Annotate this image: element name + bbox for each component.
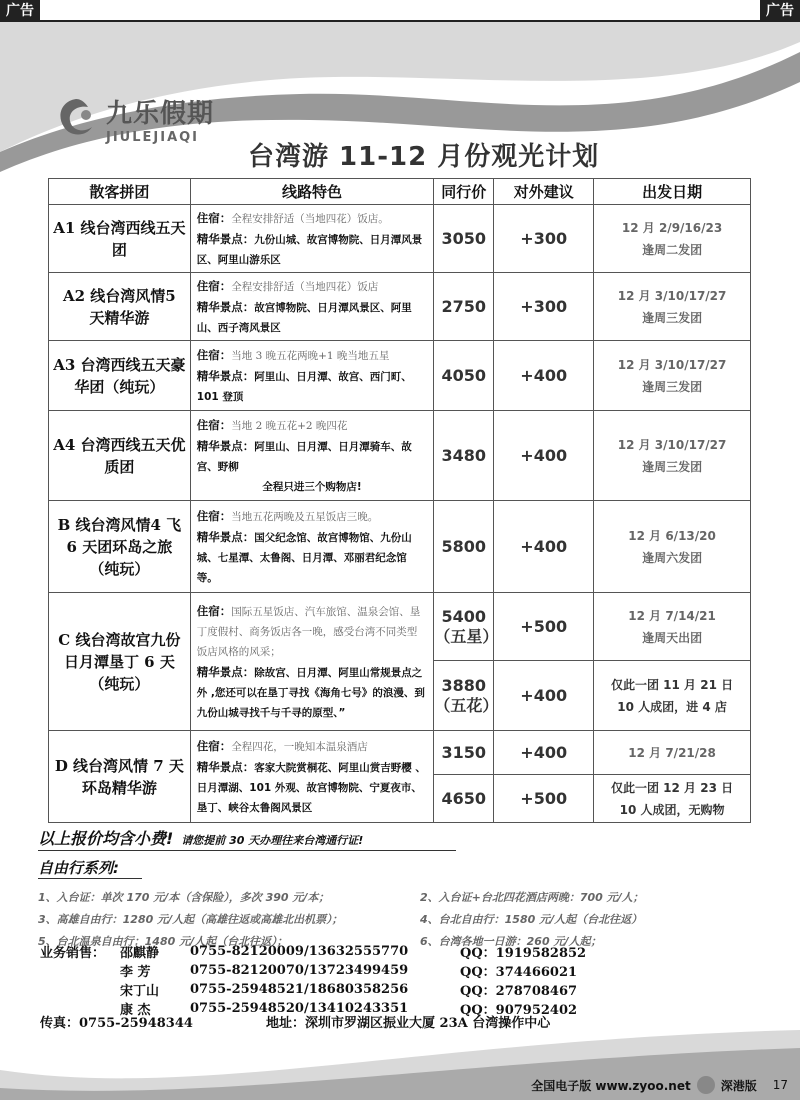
route-features: 住宿：当地 3 晚五花两晚+1 晚当地五星 精华景点：阿里山、日月潭、故宫、西门町、101 登顶: [190, 341, 434, 411]
table-row: [49, 411, 751, 501]
peer-price: 3150: [434, 731, 494, 775]
table-row: [49, 273, 751, 341]
page-footer: [531, 1076, 788, 1094]
edition-label: 深港版: [720, 1078, 757, 1093]
sales-contacts: [40, 942, 586, 1018]
route-features: 住宿：全程安排舒适（当地四花）饭店 精华景点：故宫博物院、日月潭风景区、阿里山、西子湾风景区: [190, 273, 434, 341]
list-item: 6、台湾各地一日游：260 元/人起；: [420, 935, 602, 948]
fax-number: 传真：0755-25948344: [40, 1016, 193, 1031]
table-row: [49, 593, 751, 661]
peer-price: 5800: [434, 501, 494, 593]
sales-label: 业务销售：: [40, 946, 106, 961]
list-item: 康 杰 0755-25948520/13410243351 QQ：907952402: [120, 1001, 578, 1018]
departure-date: 仅此一团 11 月 21 日 10 人成团，进 4 店: [594, 661, 751, 731]
departure-date: 12 月 6/13/20 逢周六发团: [594, 501, 751, 593]
logo-en: JIULEJIAQI: [106, 130, 200, 145]
table-header-row: [49, 179, 751, 205]
suggested-markup: +500: [494, 775, 594, 823]
list-item: 2、入台证+台北四花酒店两晚：700 元/人；: [420, 891, 644, 904]
col-header-suggest: 对外建议: [494, 179, 594, 205]
contact-footer: [40, 1012, 550, 1031]
col-header-price: 同行价: [434, 179, 494, 205]
logo-cn: 九乐假期: [106, 99, 215, 129]
peer-price: 4650: [434, 775, 494, 823]
page-number: 17: [772, 1078, 788, 1092]
table-row: [49, 341, 751, 411]
suggested-markup: +400: [494, 731, 594, 775]
page-title: 台湾游 11-12 月份观光计划: [248, 142, 600, 172]
list-item: 宋丁山 0755-25948521/18680358256 QQ：278708467: [120, 982, 578, 999]
peer-price: 4050: [434, 341, 494, 411]
suggested-markup: +500: [494, 593, 594, 661]
group-name: A3 台湾西线五天豪华团（纯玩）: [49, 341, 191, 411]
suggested-markup: +300: [494, 273, 594, 341]
group-name: D 线台湾风情 7 天环岛精华游: [49, 731, 191, 823]
suggested-markup: +300: [494, 205, 594, 273]
suggested-markup: +400: [494, 411, 594, 501]
list-item: 业务销售： 邵麒静 0755-82120009/13632555770 QQ：1919582852: [40, 944, 587, 961]
col-header-group: 散客拼团: [49, 179, 191, 205]
ad-label-left: 广告: [0, 0, 40, 22]
col-header-route: 线路特色: [190, 179, 434, 205]
office-address: 地址：深圳市罗湖区振业大厦 23A 台湾操作中心: [266, 1016, 551, 1031]
notes-section: [38, 826, 758, 949]
col-header-date: 出发日期: [594, 179, 751, 205]
logo-swirl-icon: [50, 93, 102, 145]
table-row: [49, 205, 751, 273]
departure-date: 12 月 3/10/17/27 逢周三发团: [594, 341, 751, 411]
site-url[interactable]: 全国电子版 www.zyoo.net: [531, 1078, 691, 1093]
route-features: 住宿：当地 2 晚五花+2 晚四花 精华景点：阿里山、日月潭、日月潭骑车、故宫、野柳 全程只进三个购物店!: [190, 411, 434, 501]
group-name: A2 线台湾风情5 天精华游: [49, 273, 191, 341]
list-item: 5、台北温泉自由行：1480 元/人起（台北往返）；: [38, 935, 288, 948]
suggested-markup: +400: [494, 661, 594, 731]
list-item: 李 芳 0755-82120070/13723499459 QQ：374466021: [120, 963, 578, 980]
group-name: A1 线台湾西线五天团: [49, 205, 191, 273]
departure-date: 12 月 2/9/16/23 逢周二发团: [594, 205, 751, 273]
brand-logo: [50, 88, 240, 150]
group-name: A4 台湾西线五天优质团: [49, 411, 191, 501]
list-item: 4、台北自由行：1580 元/人起（台北往返）: [420, 913, 643, 926]
peer-price: 3480: [434, 411, 494, 501]
route-features: 住宿：全程四花，一晚知本温泉酒店 精华景点：客家大院赏桐花、阿里山赏吉野樱 、日月潭湖、101 外观、故宫博物院、宁夏夜市、垦丁、峡谷太鲁阁风景区: [190, 731, 434, 823]
table-row: [49, 501, 751, 593]
departure-date: 12 月 3/10/17/27 逢周三发团: [594, 411, 751, 501]
suggested-markup: +400: [494, 341, 594, 411]
departure-date: 12 月 3/10/17/27 逢周三发团: [594, 273, 751, 341]
list-item: 3、高雄自由行：1280 元/人起（高雄往返或高雄北出机票）；: [38, 913, 343, 926]
peer-price: 5400 （五星）: [434, 593, 494, 661]
route-features: 住宿：国际五星饭店、汽车旅馆、温泉会馆、垦丁度假村、商务饭店各一晚，感受台湾不同类型饭店风格的风采； 精华景点：除故宫、日月潭、阿里山常规景点之外 ,您还可以在垦丁寻找《海角七号》的浪漫、到九份山城寻找千与千寻的原型、”: [190, 593, 434, 731]
peer-price: 3050: [434, 205, 494, 273]
free-travel-list: [38, 889, 758, 949]
suggested-markup: +400: [494, 501, 594, 593]
peer-price: 2750: [434, 273, 494, 341]
list-item: 1、入台证：单次 170 元/本（含保险），多次 390 元/本；: [38, 891, 330, 904]
tour-table: [48, 178, 751, 823]
peer-price: 3880 （五花）: [434, 661, 494, 731]
group-name: C 线台湾故宫九份日月潭垦丁 6 天（纯玩）: [49, 593, 191, 731]
permit-reminder: 请您提前 30 天办理往来台湾通行证!: [181, 834, 364, 847]
departure-date: 12 月 7/21/28: [594, 731, 751, 775]
departure-date: 仅此一团 12 月 23 日 10 人成团，无购物: [594, 775, 751, 823]
route-features: 住宿：全程安排舒适（当地四花）饭店。 精华景点：九份山城、故宫博物院、日月潭风景区、阿里山游乐区: [190, 205, 434, 273]
table-row: [49, 731, 751, 775]
edition-badge-icon: [697, 1076, 715, 1094]
tips-included-note: 以上报价均含小费!: [38, 829, 174, 848]
departure-date: 12 月 7/14/21 逢周天出团: [594, 593, 751, 661]
free-travel-title: 自由行系列:: [38, 857, 142, 879]
group-name: B 线台湾风情4 飞 6 天团环岛之旅（纯玩）: [49, 501, 191, 593]
route-features: 住宿：当地五花两晚及五星饭店三晚。 精华景点：国父纪念馆、故宫博物馆、九份山城、七星潭、太鲁阁、日月潭、邓丽君纪念馆等。: [190, 501, 434, 593]
ad-label-right: 广告: [760, 0, 800, 22]
